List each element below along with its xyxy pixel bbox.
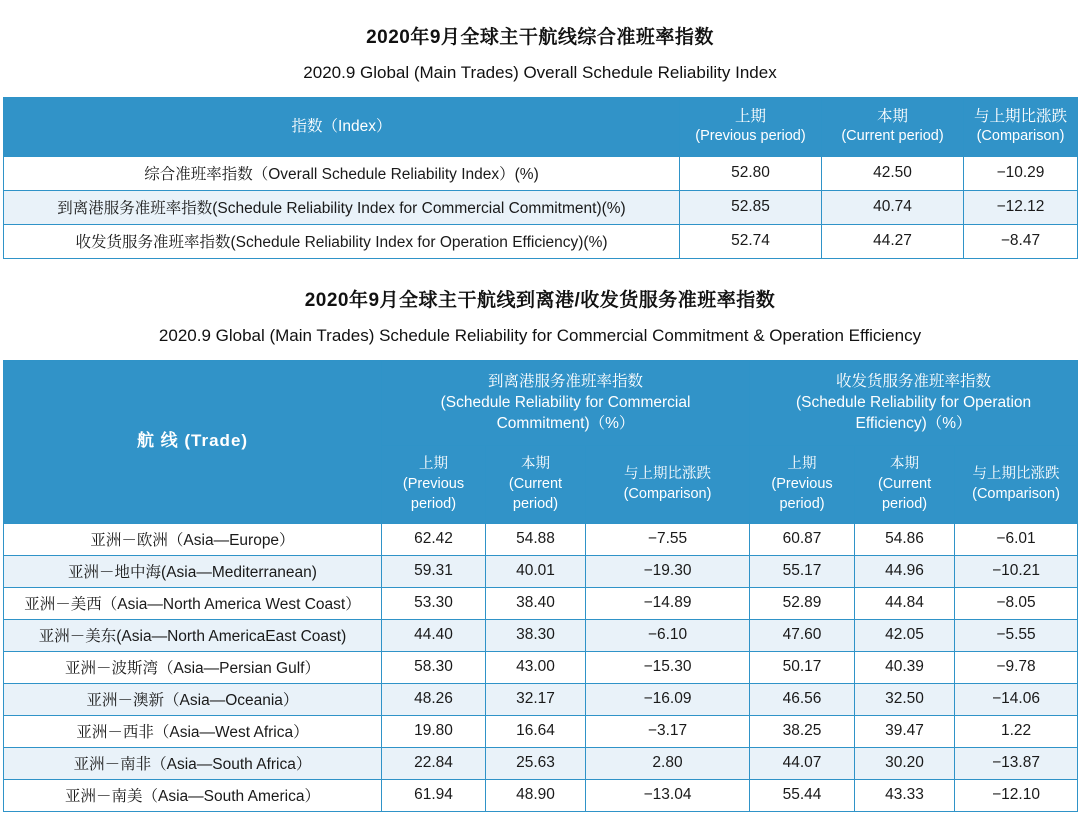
table-row [4,587,1078,619]
table-row [4,651,1078,683]
group2-cn: 收发货服务准班率指数 [836,372,992,390]
row-comparison: −8.47 [964,224,1078,258]
col-cc-comparison [586,445,750,523]
row-previous: 52.85 [680,190,822,224]
row-cc-current: 25.63 [486,747,586,779]
row-cc-current: 32.17 [486,683,586,715]
row-trade: 亚洲－澳新（Asia—Oceania） [4,683,382,715]
col-current-cn: 本期 [876,108,908,125]
row-trade: 亚洲－美东(Asia—North AmericaEast Coast) [4,619,382,651]
col-cc-previous-cn: 上期 [419,455,448,472]
col-comparison-cn: 与上期比涨跌 [973,108,1067,125]
row-oe-current: 40.39 [855,651,955,683]
table-row [4,747,1078,779]
row-oe-current: 32.50 [855,683,955,715]
row-oe-comparison: −12.10 [955,779,1078,811]
col-oe-comparison [955,445,1078,523]
table-row [4,523,1078,555]
table-row [4,224,1078,258]
col-oe-current-en: (Current period) [877,476,932,513]
table2-body [4,523,1078,811]
row-oe-previous: 50.17 [750,651,855,683]
row-previous: 52.74 [680,224,822,258]
table2-header [4,360,1078,523]
row-trade: 亚洲－南非（Asia—South Africa） [4,747,382,779]
row-oe-comparison: −13.87 [955,747,1078,779]
section1-title-cn: 2020年9月全球主干航线综合准班率指数 [366,27,714,48]
row-name: 综合准班率指数（Overall Schedule Reliability Index）(%) [4,156,680,190]
row-cc-comparison: −16.09 [586,683,750,715]
row-oe-previous: 52.89 [750,587,855,619]
row-cc-previous: 58.30 [382,651,486,683]
table-row [4,555,1078,587]
row-oe-previous: 47.60 [750,619,855,651]
col-comparison [964,98,1078,157]
row-cc-previous: 62.42 [382,523,486,555]
table1-header-row [4,98,1078,157]
row-cc-comparison: −6.10 [586,619,750,651]
col-cc-current-en: (Current period) [508,476,563,513]
row-oe-previous: 44.07 [750,747,855,779]
row-trade: 亚洲－南美（Asia—South America） [4,779,382,811]
col-cc-current-cn: 本期 [521,455,550,472]
col-oe-previous-en: (Previous period) [771,476,833,513]
row-oe-current: 54.86 [855,523,955,555]
table-row [4,619,1078,651]
row-oe-current: 44.84 [855,587,955,619]
row-cc-comparison: 2.80 [586,747,750,779]
row-oe-comparison: −14.06 [955,683,1078,715]
col-previous-cn: 上期 [734,108,766,125]
row-current: 42.50 [822,156,964,190]
col-index-label: 指数（Index） [291,117,392,135]
row-trade: 亚洲－欧洲（Asia—Europe） [4,523,382,555]
table-row [4,190,1078,224]
section1-titles [0,0,1080,97]
row-cc-comparison: −14.89 [586,587,750,619]
group1-en: (Schedule Reliability for Commercial Commitment)（%） [440,393,691,433]
group1-cn: 到离港服务准班率指数 [488,372,644,390]
group-operation-efficiency [750,360,1078,445]
row-oe-previous: 46.56 [750,683,855,715]
row-name: 收发货服务准班率指数(Schedule Reliability Index for Operation Efficiency)(%) [4,224,680,258]
table-row [4,156,1078,190]
row-trade: 亚洲－美西（Asia—North America West Coast） [4,587,382,619]
col-oe-comparison-en: (Comparison) [972,486,1060,503]
col-comparison-en: (Comparison) [976,128,1065,145]
section1-title-en: 2020.9 Global (Main Trades) Overall Schedule Reliability Index [303,63,777,82]
row-trade: 亚洲－地中海(Asia—Mediterranean) [4,555,382,587]
col-previous-en: (Previous period) [695,128,806,145]
trade-index-table [3,360,1078,812]
table1-body [4,156,1078,258]
row-oe-previous: 55.17 [750,555,855,587]
row-cc-current: 16.64 [486,715,586,747]
row-cc-current: 38.40 [486,587,586,619]
row-oe-comparison: −8.05 [955,587,1078,619]
col-current-en: (Current period) [841,128,944,145]
row-cc-previous: 22.84 [382,747,486,779]
row-cc-current: 43.00 [486,651,586,683]
row-oe-comparison: −9.78 [955,651,1078,683]
row-cc-comparison: −3.17 [586,715,750,747]
row-cc-current: 40.01 [486,555,586,587]
row-oe-current: 30.20 [855,747,955,779]
row-oe-previous: 38.25 [750,715,855,747]
table-row [4,683,1078,715]
row-cc-previous: 61.94 [382,779,486,811]
row-cc-previous: 19.80 [382,715,486,747]
row-cc-comparison: −13.04 [586,779,750,811]
col-current [822,98,964,157]
row-oe-current: 39.47 [855,715,955,747]
col-cc-comparison-cn: 与上期比涨跌 [624,465,712,482]
section2-title-cn: 2020年9月全球主干航线到离港/收发货服务准班率指数 [304,289,776,311]
row-current: 44.27 [822,224,964,258]
row-name: 到离港服务准班率指数(Schedule Reliability Index for Commercial Commitment)(%) [4,190,680,224]
row-oe-current: 42.05 [855,619,955,651]
row-cc-comparison: −15.30 [586,651,750,683]
col-previous [680,98,822,157]
group-commercial-commitment [382,360,750,445]
col-cc-previous [382,445,486,523]
row-current: 40.74 [822,190,964,224]
row-cc-previous: 48.26 [382,683,486,715]
row-cc-comparison: −19.30 [586,555,750,587]
section2-titles [0,259,1080,360]
group2-en: (Schedule Reliability for Operation Efficiency)（%） [795,393,1032,433]
table-row [4,715,1078,747]
row-cc-previous: 53.30 [382,587,486,619]
col-oe-previous [750,445,855,523]
row-cc-previous: 59.31 [382,555,486,587]
row-comparison: −12.12 [964,190,1078,224]
section-trade-index [0,259,1080,812]
col-oe-previous-cn: 上期 [787,455,817,472]
table-row [4,779,1078,811]
col-cc-comparison-en: (Comparison) [623,486,712,503]
row-oe-current: 43.33 [855,779,955,811]
row-oe-comparison: 1.22 [955,715,1078,747]
col-cc-previous-en: (Previous period) [402,476,465,513]
row-comparison: −10.29 [964,156,1078,190]
col-oe-comparison-cn: 与上期比涨跌 [972,465,1060,482]
row-oe-current: 44.96 [855,555,955,587]
section-overall-index [0,0,1080,259]
row-previous: 52.80 [680,156,822,190]
row-trade: 亚洲－波斯湾（Asia—Persian Gulf） [4,651,382,683]
row-cc-comparison: −7.55 [586,523,750,555]
col-index [4,98,680,157]
row-oe-previous: 55.44 [750,779,855,811]
row-oe-comparison: −6.01 [955,523,1078,555]
row-oe-previous: 60.87 [750,523,855,555]
col-oe-current [855,445,955,523]
row-cc-current: 48.90 [486,779,586,811]
row-oe-comparison: −10.21 [955,555,1078,587]
overall-index-table [3,97,1078,259]
row-cc-previous: 44.40 [382,619,486,651]
row-cc-current: 38.30 [486,619,586,651]
col-trade: 航 线 (Trade) [4,360,382,523]
row-oe-comparison: −5.55 [955,619,1078,651]
col-oe-current-cn: 本期 [890,455,920,472]
table2-header-row-groups [4,360,1078,445]
table1-header [4,98,1078,157]
row-trade: 亚洲－西非（Asia—West Africa） [4,715,382,747]
col-cc-current [486,445,586,523]
section2-title-en: 2020.9 Global (Main Trades) Schedule Reliability for Commercial Commitment & Operation Efficiency [158,325,922,345]
row-cc-current: 54.88 [486,523,586,555]
